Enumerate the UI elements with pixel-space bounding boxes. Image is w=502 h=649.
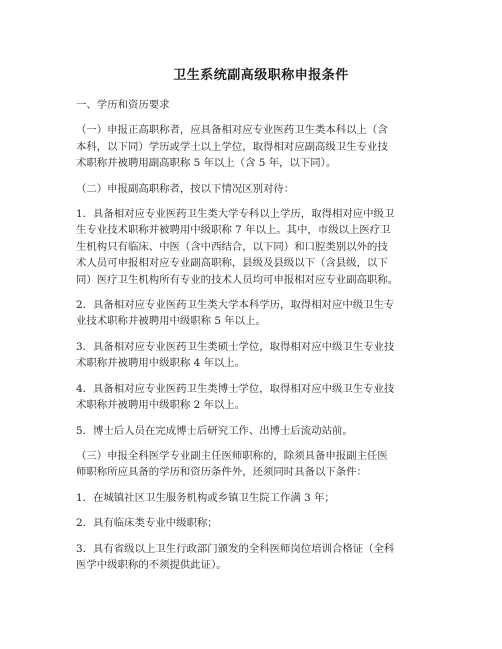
- paragraph-line: 5．博士后人员在完成博士后研究工作、出博士后流动站前。: [76, 424, 353, 437]
- paragraph-line: 2．具备相对应专业医药卫生类大学本科学历，取得相对应中级卫生专: [76, 299, 395, 312]
- paragraph-line: 术职称并被聘用中级职称 2 年以上。: [76, 399, 246, 412]
- paragraph-line: 术职称并被聘用副高职称 5 年以上（含 5 年，以下同）。: [76, 157, 337, 170]
- paragraph: [76, 381, 446, 414]
- paragraph: [76, 423, 446, 439]
- paragraph-line: 师职称所应具备的学历和资历条件外，还须同时具备以下条件：: [76, 466, 367, 479]
- paragraph-line: 一、学历和资历要求: [76, 99, 170, 111]
- paragraph-line: 生专业技术职称并被聘用中级职称 7 年以上。其中，市级以上医疗卫: [76, 224, 391, 237]
- paragraph-line: 3．具备相对应专业医药卫生类硕士学位，取得相对应中级卫生专业技: [76, 340, 395, 353]
- paragraph-line: 1．具备相对应专业医药卫生类大学专科以上学历，取得相对应中级卫: [76, 208, 395, 221]
- paragraph-line: 4．具备相对应专业医药卫生类博士学位，取得相对应中级卫生专业技: [76, 382, 395, 395]
- paragraph: [76, 122, 446, 171]
- paragraph: [76, 541, 446, 574]
- paragraph-line: 术人员可申报相对应专业副高职称，县级及县级以下（含县级，以下: [76, 257, 388, 270]
- paragraph: [76, 448, 446, 481]
- paragraph: [76, 97, 446, 113]
- paragraph: [76, 515, 446, 531]
- paragraph: [76, 490, 446, 506]
- paragraph-line: 术职称并被聘用中级职称 4 年以上。: [76, 357, 246, 370]
- paragraph-line: 生机构只有临床、中医（含中西结合，以下同）和口腔类别以外的技: [76, 240, 388, 253]
- paragraph-line: 本科，以下同）学历或学士以上学位，取得相对应副高级卫生专业技: [76, 140, 388, 153]
- paragraph-line: （一）申报正高职称者，应具备相对应专业医药卫生类本科以上（含: [76, 124, 388, 137]
- paragraph-line: 同）医疗卫生机构所有专业的技术人员均可申报相对应专业副高职称。: [76, 273, 399, 286]
- document-body: [76, 97, 446, 573]
- paragraph-line: 1．在城镇社区卫生服务机构或乡镇卫生院工作满 3 年；: [76, 491, 335, 504]
- paragraph: [76, 297, 446, 330]
- paragraph-line: 3．具有省级以上卫生行政部门颁发的全科医师岗位培训合格证（全科: [76, 542, 395, 555]
- paragraph: [76, 339, 446, 372]
- paragraph: [76, 181, 446, 197]
- paragraph-line: （二）申报副高职称者，按以下情况区别对待：: [76, 182, 295, 195]
- document-title: 卫生系统副高级职称申报条件: [173, 68, 349, 83]
- paragraph-line: 2．具有临床类专业中级职称；: [76, 517, 218, 530]
- paragraph-line: 医学中级职称的不须提供此证）。: [76, 558, 227, 571]
- paragraph-line: 业技术职称并被聘用中级职称 5 年以上。: [76, 315, 266, 328]
- paragraph: [76, 206, 446, 288]
- paragraph-line: （三）申报全科医学专业副主任医师职称的，除须具备申报副主任医: [76, 449, 388, 462]
